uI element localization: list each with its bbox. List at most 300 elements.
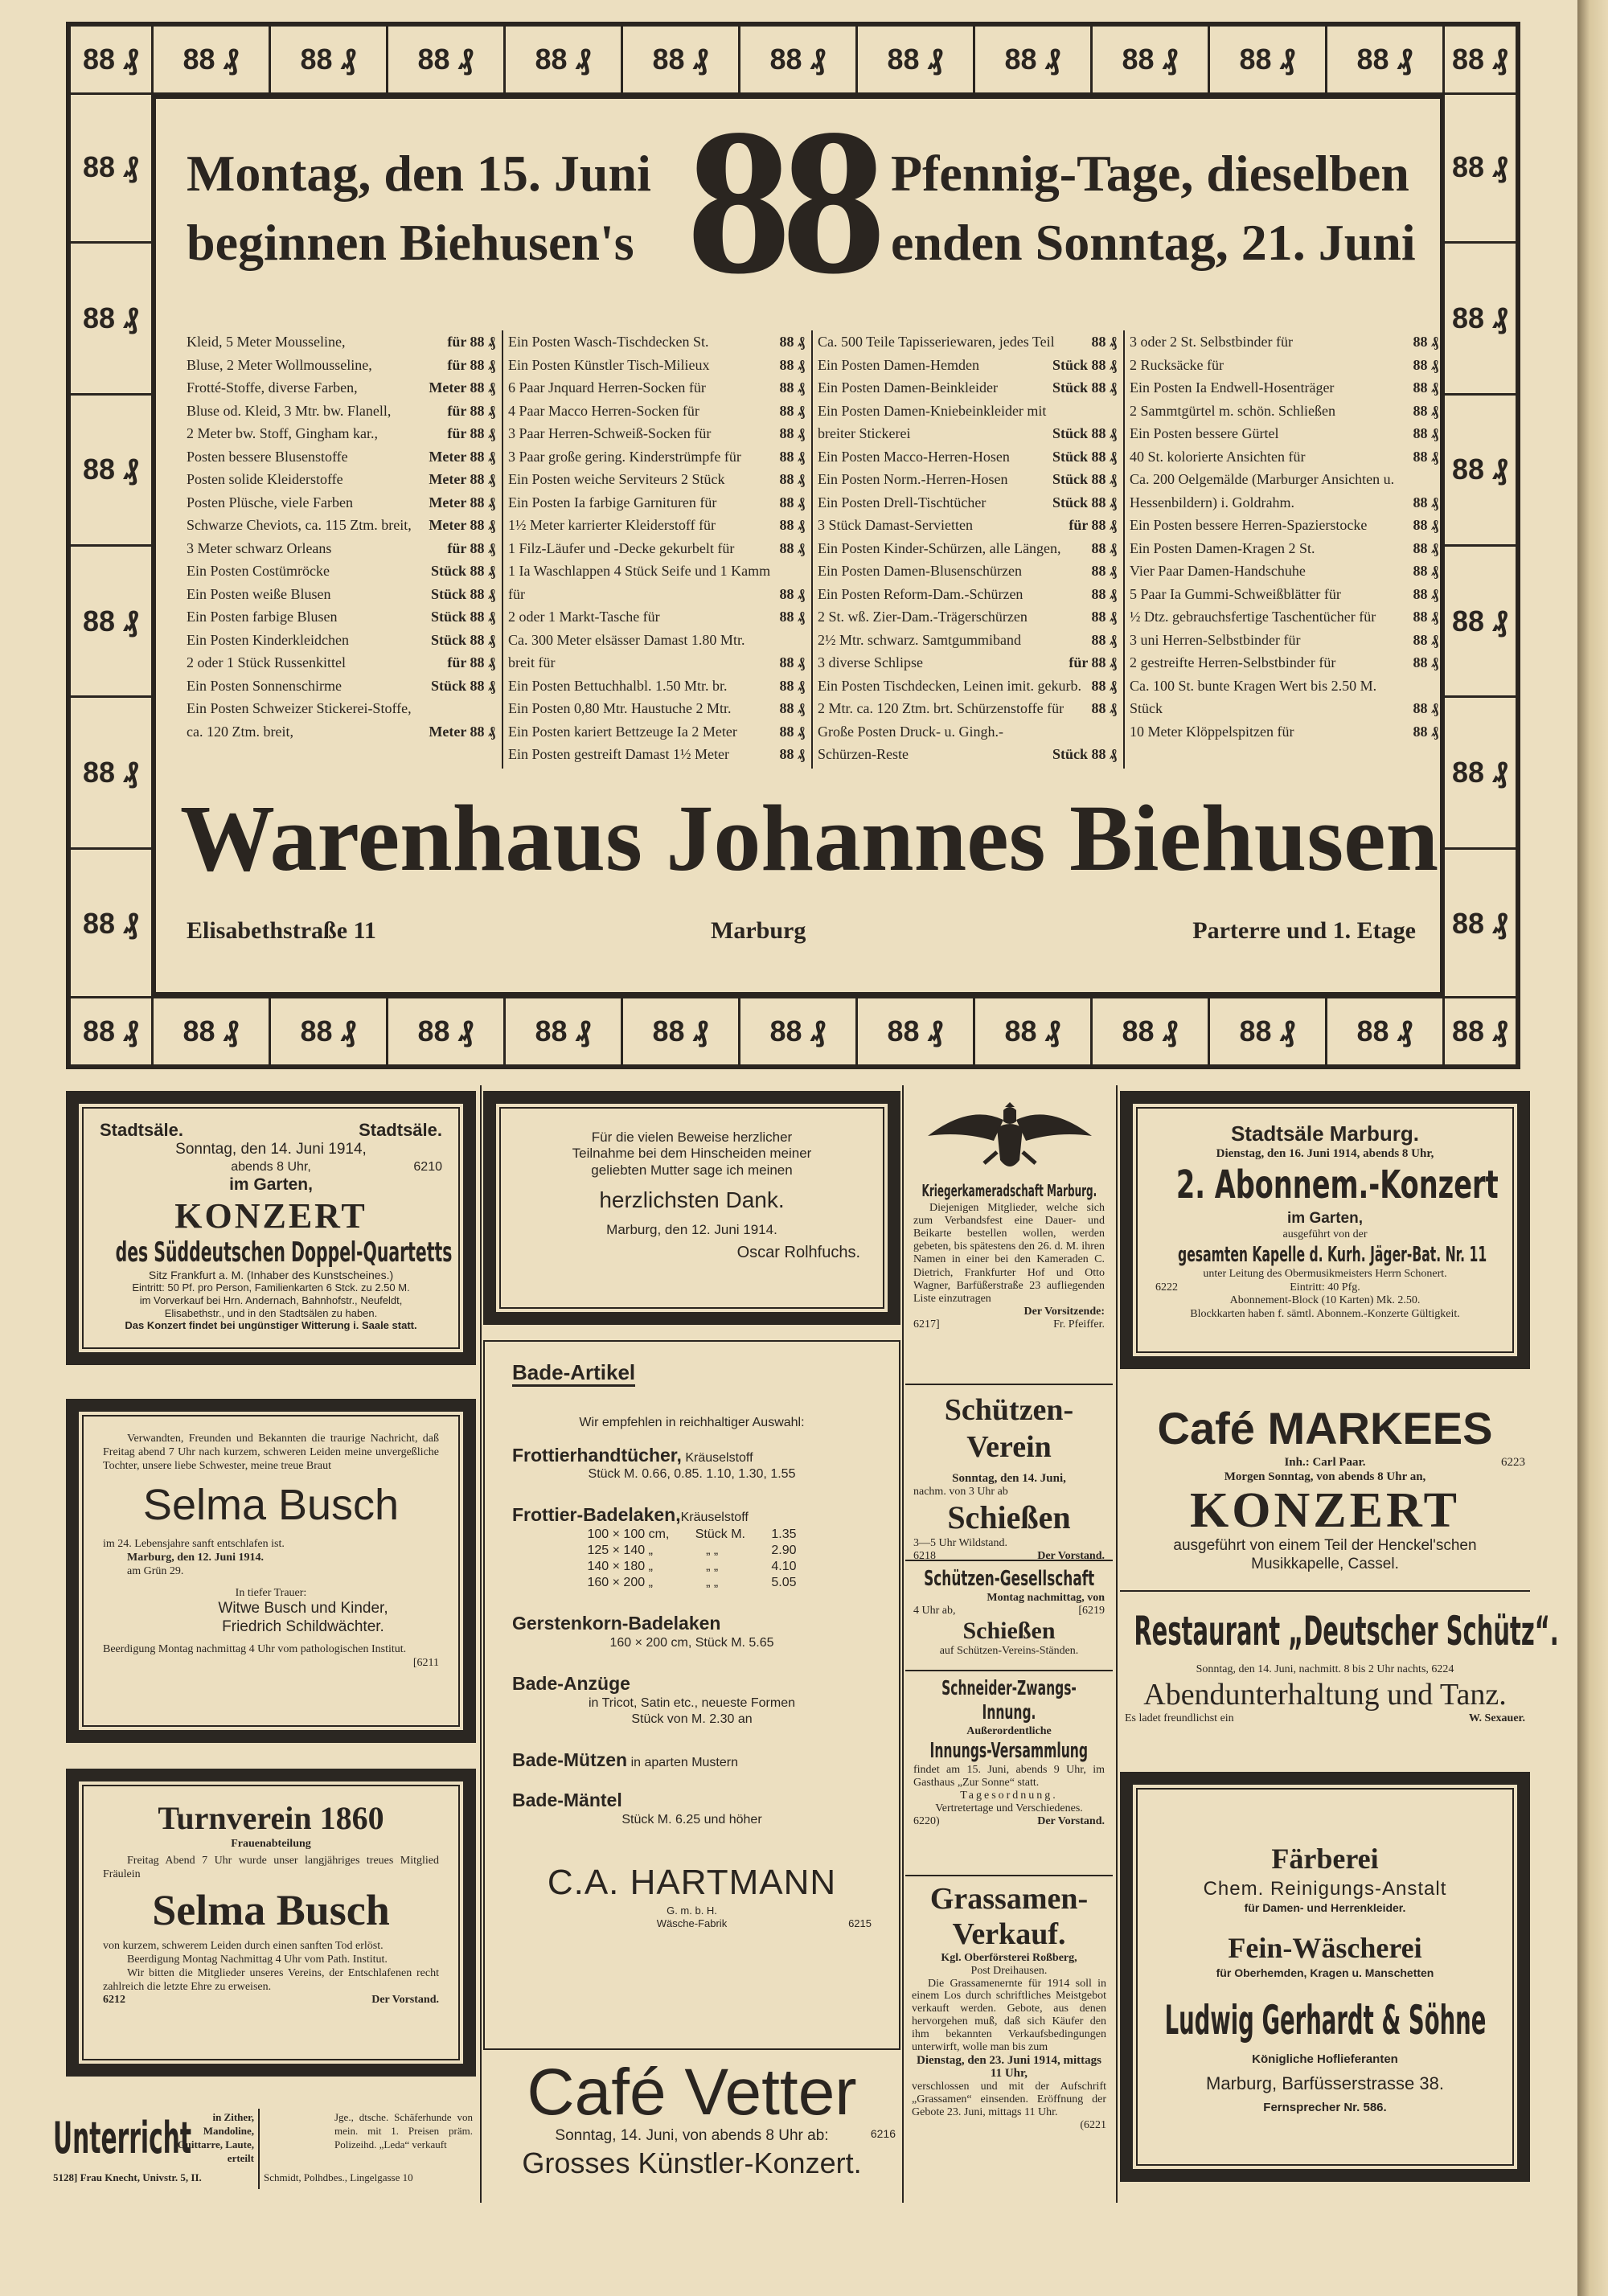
item-text: Ein Posten Macco-Herren-Hosen bbox=[818, 448, 1010, 465]
business-title: Färberei bbox=[1271, 1843, 1379, 1875]
item-text: Ein Posten Schweizer Stickerei-Stoffe, ca. 120 Ztm. breit, bbox=[187, 700, 412, 740]
item-price: 88 ₰ bbox=[1413, 585, 1438, 602]
border-88-label: 88 ₰ bbox=[1451, 1015, 1509, 1048]
item-text: Ein Posten Reform-Dam.-Schürzen bbox=[818, 585, 1023, 602]
venue-name: Stadtsäle Marburg. bbox=[1230, 1121, 1420, 1146]
headline-left-line: beginnen Biehusen's bbox=[187, 214, 634, 271]
list-item bbox=[1123, 720, 1445, 744]
item-text: Posten bessere Blusenstoffe bbox=[187, 448, 348, 465]
product-name: Frottierhandtücher, bbox=[512, 1444, 682, 1466]
size-cell: „ „ bbox=[706, 1560, 719, 1573]
list-item bbox=[180, 354, 502, 377]
ad-ref: 6224 bbox=[1431, 1663, 1454, 1675]
size-cell: 5.05 bbox=[771, 1576, 797, 1589]
notice-text: Diejenigen Mitglieder, welche sich zum Verbandsfest eine Dauer- und Beikarte bestellen wollen, werden gebeten, bis spätestens den 26. d. M. ihren Namen in einer bei den Kameraden C. Dietrich, Frankfurter Hof und Otto Wagner, Barfüßerstraße 23 aufliegenden Liste einzutragen bbox=[913, 1202, 1105, 1305]
item-price: 88 ₰ bbox=[779, 677, 805, 694]
list-item bbox=[502, 605, 811, 629]
ad-stadtsaele-marburg bbox=[1120, 1091, 1530, 1369]
org-name: Kriegerkameradschaft Marburg. bbox=[921, 1181, 1097, 1201]
signature-title: Der Vorsitzende: bbox=[1023, 1305, 1105, 1318]
sale-deadline: Dienstag, den 23. Juni 1914, mittags 11 Uhr, bbox=[916, 2053, 1102, 2081]
size-cell: 100 × 100 cm, bbox=[587, 1527, 670, 1541]
obituary-request: Wir bitten die Mitglieder unseres Vereins, der Entschlafenen recht zahlreich die letzte Ehre zu erweisen. bbox=[103, 1966, 439, 1993]
list-item bbox=[811, 354, 1123, 377]
product-material: Kräuselstoff bbox=[685, 1450, 753, 1465]
list-item bbox=[502, 720, 811, 744]
lesson-title: Unterricht bbox=[53, 2113, 192, 2163]
list-item bbox=[180, 537, 502, 560]
list-item bbox=[502, 560, 811, 605]
item-text: Ein Posten Damen-Beinkleider bbox=[818, 379, 998, 396]
performer-label: ausgeführt von der bbox=[1282, 1228, 1368, 1240]
item-price: 88 ₰ bbox=[779, 471, 805, 487]
size-cell: 140 × 180 „ bbox=[587, 1560, 653, 1573]
store-street: Elisabethstraße 11 bbox=[187, 917, 376, 944]
list-item bbox=[1123, 583, 1445, 606]
store-city: Marburg bbox=[711, 917, 806, 944]
border-88-label: 88 ₰ bbox=[71, 244, 151, 395]
lesson-instruments: in Zither, Mandoline, Guittarre, Laute, erteilt bbox=[177, 2111, 254, 2164]
ad-schuetzen-verein bbox=[905, 1384, 1113, 1563]
ad-ref: 6220) bbox=[913, 1815, 940, 1828]
ad-ref: 6212 bbox=[103, 1994, 125, 2007]
list-item bbox=[1123, 560, 1445, 583]
item-price: 88 ₰ bbox=[1091, 563, 1117, 579]
list-item bbox=[1123, 400, 1445, 423]
signature: Der Vorstand. bbox=[1037, 1815, 1105, 1828]
list-item bbox=[1123, 354, 1445, 377]
list-item bbox=[502, 468, 811, 491]
headline-right-line: Pfennig-Tage, dieselben bbox=[891, 145, 1409, 202]
deceased-name: Selma Busch bbox=[142, 1481, 400, 1530]
item-price: 88 ₰ bbox=[1413, 356, 1438, 373]
item-text: Ein Posten Wasch-Tischdecken St. bbox=[508, 334, 709, 350]
border-88-label: 88 ₰ bbox=[154, 998, 271, 1064]
item-text: Bluse od. Kleid, 3 Mtr. bw. Flanell, bbox=[187, 402, 392, 419]
item-price: 88 ₰ bbox=[1091, 609, 1117, 625]
mourning-label: In tiefer Trauer: bbox=[235, 1586, 307, 1599]
club-division: Frauenabteilung bbox=[231, 1838, 311, 1850]
item-list-2 bbox=[502, 330, 813, 769]
border-88-label: 88 ₰ bbox=[1093, 998, 1210, 1064]
column-divider bbox=[902, 1085, 904, 2203]
item-price: für 88 ₰ bbox=[447, 402, 495, 419]
item-text: Ca. 200 Oelgemälde (Marburger Ansichten u. Hessenbildern) i. Goldrahm. bbox=[1130, 471, 1395, 510]
border-88-label: 88 ₰ bbox=[1327, 998, 1445, 1064]
item-price: Stück 88 ₰ bbox=[1052, 746, 1117, 762]
item-price: 88 ₰ bbox=[1091, 677, 1117, 694]
event-place: auf Schützen-Vereins-Ständen. bbox=[939, 1645, 1079, 1658]
item-text: Ca. 500 Teile Tapisseriewaren, jedes Teil bbox=[818, 334, 1055, 350]
lesson-teacher: 5128] Frau Knecht, Univstr. 5, II. bbox=[53, 2171, 202, 2183]
item-price: 88 ₰ bbox=[1413, 379, 1438, 396]
size-cell: 2.90 bbox=[771, 1544, 797, 1557]
border-88-label: 88 ₰ bbox=[858, 27, 975, 92]
item-text: 2 Mtr. ca. 120 Ztm. brt. Schürzenstoffe für bbox=[818, 700, 1064, 716]
border-88-label: 88 ₰ bbox=[71, 547, 151, 698]
item-text: Ca. 300 Meter elsässer Damast 1.80 Mtr. breit für bbox=[508, 631, 745, 670]
event-title: KONZERT bbox=[1190, 1483, 1460, 1538]
border-88-label: 88 ₰ bbox=[1445, 244, 1516, 395]
border-88-label: 88 ₰ bbox=[506, 27, 623, 92]
item-text: 2 Rucksäcke für bbox=[1130, 356, 1224, 373]
size-cell: Stück M. bbox=[695, 1527, 745, 1541]
size-cell: „ „ bbox=[706, 1576, 719, 1589]
list-item bbox=[811, 605, 1123, 629]
item-price: Stück 88 ₰ bbox=[430, 563, 495, 579]
item-price: 88 ₰ bbox=[779, 379, 805, 396]
list-item bbox=[180, 445, 502, 469]
ad-ref: [6211 bbox=[412, 1656, 439, 1669]
item-price: 88 ₰ bbox=[1091, 631, 1117, 648]
event-time: Sonntag, 14. Juni, von abends 8 Uhr ab: bbox=[555, 2127, 829, 2144]
ad-ref: 6216 bbox=[870, 2127, 896, 2140]
item-price: 88 ₰ bbox=[779, 654, 805, 670]
list-item bbox=[1123, 376, 1445, 400]
list-item bbox=[1123, 605, 1445, 629]
item-text: Ein Posten Damen-Kniebeinkleider mit breiter Stickerei bbox=[818, 402, 1047, 441]
list-item bbox=[1123, 330, 1445, 354]
border-88-label: 88 ₰ bbox=[71, 27, 154, 92]
firm-phone: Fernsprecher Nr. 586. bbox=[1263, 2101, 1387, 2115]
performer: ausgeführt von einem Teil der Henckel'schen bbox=[1173, 1537, 1477, 1554]
event-title: Innungs-Versammlung bbox=[929, 1739, 1089, 1764]
border-88-label: 88 ₰ bbox=[740, 27, 858, 92]
ad-unterricht bbox=[53, 2109, 479, 2189]
ad-ref: 6223 bbox=[1501, 1456, 1525, 1469]
product-prices: Stück M. 0.66, 0.85. 1.10, 1.30, 1.55 bbox=[588, 1467, 796, 1482]
item-text: 3 Stück Damast-Servietten bbox=[818, 517, 973, 533]
item-price: für 88 ₰ bbox=[447, 425, 495, 441]
list-item bbox=[502, 330, 811, 354]
event-detail: findet am 15. Juni, abends 9 Uhr, im Gasthaus „Zur Sonne“ statt. bbox=[913, 1764, 1105, 1790]
list-item bbox=[811, 583, 1123, 606]
event-title: Schießen bbox=[947, 1499, 1071, 1536]
firm-type: Wäsche-Fabrik bbox=[656, 1917, 728, 1930]
event-time: Morgen Sonntag, von abends 8 Uhr an, bbox=[1224, 1470, 1426, 1483]
item-text: 10 Meter Klöppelspitzen für bbox=[1130, 723, 1294, 740]
item-text: 3 oder 2 St. Selbstbinder für bbox=[1130, 334, 1293, 350]
border-88-label: 88 ₰ bbox=[1327, 27, 1445, 92]
club-name: Turnverein 1860 bbox=[158, 1800, 384, 1836]
mourners: Witwe Busch und Kinder, bbox=[218, 1600, 388, 1617]
store-floor: Parterre und 1. Etage bbox=[1192, 917, 1416, 944]
item-price: 88 ₰ bbox=[1413, 425, 1438, 441]
event-place: im Garten, bbox=[229, 1175, 313, 1195]
item-text: 3 Paar große gering. Kinderstrümpfe für bbox=[508, 448, 741, 465]
list-item bbox=[502, 537, 811, 560]
headline-left bbox=[187, 139, 651, 277]
item-price: 88 ₰ bbox=[1413, 609, 1438, 625]
thanks-text: geliebten Mutter sage ich meinen bbox=[591, 1162, 793, 1178]
event-title: 2. Abonnem.-Konzert bbox=[1175, 1162, 1499, 1208]
list-item bbox=[180, 697, 502, 743]
border-88-label: 88 ₰ bbox=[82, 907, 140, 941]
item-text: Ein Posten Ia Endwell-Hosenträger bbox=[1130, 379, 1335, 396]
ad-ref: 6215 bbox=[848, 1917, 872, 1930]
item-price: 88 ₰ bbox=[1413, 517, 1438, 533]
list-item bbox=[811, 697, 1123, 720]
item-price: Meter 88 ₰ bbox=[429, 723, 495, 740]
list-item bbox=[180, 583, 502, 606]
item-text: Ein Posten Bettuchhalbl. 1.50 Mtr. br. bbox=[508, 677, 728, 694]
invitation: Es ladet freundlichst ein bbox=[1125, 1712, 1234, 1724]
list-item bbox=[502, 354, 811, 377]
headline-right-line: enden Sonntag, 21. Juni bbox=[891, 214, 1416, 271]
ad-ref: 6218 bbox=[913, 1550, 936, 1563]
event-date: Montag nachmittag, von bbox=[987, 1592, 1105, 1604]
item-text: Ein Posten bessere Herren-Spazierstocke bbox=[1130, 517, 1368, 533]
border-left-column bbox=[71, 92, 151, 998]
item-text: Schwarze Cheviots, ca. 115 Ztm. breit, bbox=[187, 517, 412, 533]
subscription-price: Abonnement-Block (10 Karten) Mk. 2.50. bbox=[1229, 1294, 1421, 1307]
item-price: Stück 88 ₰ bbox=[1052, 448, 1117, 465]
event-detail: 3—5 Uhr Wildstand. bbox=[913, 1537, 1008, 1550]
list-item bbox=[811, 537, 1123, 560]
size-row bbox=[588, 1575, 797, 1591]
obituary-intro: Freitag Abend 7 Uhr wurde unser langjähriges treues Mitglied Fräulein bbox=[103, 1854, 439, 1880]
item-price: 88 ₰ bbox=[779, 334, 805, 350]
border-88-label: 88 ₰ bbox=[388, 27, 506, 92]
cafe-name: Café Vetter bbox=[527, 2056, 857, 2129]
item-list-4 bbox=[1123, 330, 1445, 769]
item-text: 4 Paar Macco Herren-Socken für bbox=[508, 402, 699, 419]
list-item bbox=[180, 422, 502, 445]
agenda-items: Vertretertage und Verschiedenes. bbox=[935, 1802, 1083, 1815]
border-88-label: 88 ₰ bbox=[1093, 27, 1210, 92]
obituary-place: Marburg, den 12. Juni 1914. bbox=[127, 1551, 264, 1564]
item-price: 88 ₰ bbox=[779, 539, 805, 556]
list-item bbox=[811, 720, 1123, 766]
list-item bbox=[502, 400, 811, 423]
item-price: Meter 88 ₰ bbox=[429, 494, 495, 510]
item-text: 1½ Meter karrierter Kleiderstoff für bbox=[508, 517, 716, 533]
store-name: Warenhaus Johannes Biehusen bbox=[180, 785, 1439, 891]
border-88-label: 88 ₰ bbox=[1210, 998, 1327, 1064]
item-text: Ein Posten kariert Bettzeuge Ia 2 Meter bbox=[508, 723, 737, 740]
burial-info: Beerdigung Montag Nachmittag 4 Uhr vom Path. Institut. bbox=[127, 1953, 388, 1966]
item-text: Kleid, 5 Meter Mousseline, bbox=[187, 334, 346, 350]
border-top-row bbox=[71, 27, 1516, 95]
item-price: Meter 88 ₰ bbox=[429, 448, 495, 465]
border-88-label: 88 ₰ bbox=[71, 396, 151, 547]
event-date: Sonntag, den 14. Juni 1914, bbox=[175, 1141, 367, 1158]
performer-name: gesamten Kapelle d. Kurh. Jäger-Bat. Nr. 11 bbox=[1178, 1242, 1487, 1267]
ad-ref: (6221 bbox=[1080, 2118, 1106, 2131]
size-cell: 160 × 200 „ bbox=[587, 1576, 653, 1589]
list-item bbox=[502, 697, 811, 720]
event-seat: Sitz Frankfurt a. M. (Inhaber des Kunstscheines.) bbox=[148, 1268, 394, 1281]
item-text: Ein Posten Damen-Kragen 2 St. bbox=[1130, 539, 1315, 556]
product-name: Frottier-Badelaken, bbox=[512, 1504, 681, 1526]
item-price: Stück 88 ₰ bbox=[430, 631, 495, 648]
ticket-info: Elisabethstr., und in den Stadtsälen zu haben. bbox=[164, 1306, 378, 1319]
product-name: Gerstenkorn-Badelaken bbox=[512, 1613, 721, 1634]
item-price: 88 ₰ bbox=[1413, 448, 1438, 465]
list-item bbox=[1123, 445, 1445, 469]
list-item bbox=[180, 468, 502, 491]
ad-dank bbox=[483, 1091, 900, 1325]
office-post: Post Dreihausen. bbox=[970, 1964, 1048, 1977]
list-item bbox=[811, 560, 1123, 583]
item-price: 88 ₰ bbox=[779, 448, 805, 465]
list-item bbox=[811, 445, 1123, 469]
item-price: 88 ₰ bbox=[1413, 654, 1438, 670]
product-material: Kräuselstoff bbox=[680, 1511, 749, 1525]
obituary-text: im 24. Lebensjahre sanft entschlafen ist. bbox=[103, 1538, 285, 1551]
border-88-label: 88 ₰ bbox=[271, 998, 388, 1064]
border-88-label: 88 ₰ bbox=[623, 998, 740, 1064]
item-price: Stück 88 ₰ bbox=[1052, 356, 1117, 373]
item-list-3 bbox=[811, 330, 1125, 769]
list-item bbox=[1123, 537, 1445, 560]
firm-legal: G. m. b. H. bbox=[667, 1904, 717, 1917]
item-price: Stück 88 ₰ bbox=[430, 585, 495, 602]
border-88-label: 88 ₰ bbox=[71, 698, 151, 849]
obituary-address: am Grün 29. bbox=[127, 1564, 184, 1577]
ad-obituary-selma-busch bbox=[66, 1399, 476, 1743]
section-title: Bade-Artikel bbox=[512, 1360, 635, 1387]
border-88-label: 88 ₰ bbox=[154, 27, 271, 92]
business-detail: für Damen- und Herrenkleider. bbox=[1244, 1901, 1406, 1914]
list-item bbox=[180, 605, 502, 629]
item-price: für 88 ₰ bbox=[1069, 654, 1117, 670]
sale-text: verschlossen und mit der Aufschrift „Grassamen“ einsenden. Eröffnung der Gebote 23. Juni, mittags 11 Uhr. bbox=[912, 2081, 1106, 2118]
item-text: Ein Posten farbige Blusen bbox=[187, 609, 338, 625]
entry-price: Eintritt: 40 Pfg. bbox=[1290, 1281, 1360, 1294]
item-price: für 88 ₰ bbox=[447, 539, 495, 556]
item-text: Ein Posten Damen-Hemden bbox=[818, 356, 979, 373]
item-text: Ca. 100 St. bunte Kragen Wert bis 2.50 M. Stück bbox=[1130, 677, 1377, 716]
signature: Der Vorstand. bbox=[1037, 1550, 1105, 1563]
event-time: nachm. von 3 Uhr ab bbox=[913, 1486, 1008, 1499]
item-price: 88 ₰ bbox=[1413, 723, 1438, 740]
item-text: Frotté-Stoffe, diverse Farben, bbox=[187, 379, 358, 396]
border-right-column bbox=[1445, 92, 1516, 998]
weather-note: Das Konzert findet bei ungünstiger Witterung i. Saale statt. bbox=[125, 1319, 417, 1332]
list-item bbox=[502, 629, 811, 674]
border-88-label: 88 ₰ bbox=[271, 27, 388, 92]
column-divider bbox=[1116, 1085, 1118, 2203]
event-place: im Garten, bbox=[1287, 1210, 1363, 1228]
item-text: Ein Posten weiche Serviteurs 2 Stück bbox=[508, 471, 725, 487]
item-price: Stück 88 ₰ bbox=[1052, 471, 1117, 487]
size-row bbox=[588, 1527, 797, 1543]
event-type: Außerordentliche bbox=[966, 1725, 1052, 1737]
event-time: 4 Uhr ab, bbox=[913, 1605, 956, 1617]
event-title: Schießen bbox=[962, 1617, 1056, 1645]
item-price: 88 ₰ bbox=[1413, 563, 1438, 579]
performer: Musikkapelle, Cassel. bbox=[1251, 1555, 1399, 1572]
list-item bbox=[811, 514, 1123, 537]
signature: Der Vorstand. bbox=[371, 1994, 439, 2007]
item-price: 88 ₰ bbox=[1413, 494, 1438, 510]
list-item bbox=[502, 445, 811, 469]
item-price: 88 ₰ bbox=[1091, 700, 1117, 716]
owner: Inh.: Carl Paar. bbox=[1284, 1456, 1366, 1469]
signature-name: Fr. Pfeiffer. bbox=[1053, 1318, 1105, 1330]
item-price: 88 ₰ bbox=[779, 723, 805, 740]
item-text: Ein Posten Damen-Blusenschürzen bbox=[818, 563, 1022, 579]
list-item bbox=[811, 651, 1123, 674]
headline-right bbox=[891, 139, 1416, 277]
item-price: 88 ₰ bbox=[779, 402, 805, 419]
list-item bbox=[180, 491, 502, 515]
item-text: 3 diverse Schlipse bbox=[818, 654, 923, 670]
border-88-label: 88 ₰ bbox=[388, 998, 506, 1064]
product-desc: in aparten Mustern bbox=[630, 1755, 738, 1769]
event-subtitle: des Süddeutschen Doppel-Quartetts bbox=[115, 1236, 453, 1269]
list-item bbox=[502, 674, 811, 698]
list-item bbox=[1123, 674, 1445, 720]
item-price: 88 ₰ bbox=[1413, 402, 1438, 419]
item-price: 88 ₰ bbox=[779, 494, 805, 510]
list-item bbox=[811, 376, 1123, 400]
border-88-label: 88 ₰ bbox=[740, 998, 858, 1064]
ad-schuetzen-gesellschaft bbox=[905, 1560, 1113, 1670]
item-price: 88 ₰ bbox=[779, 517, 805, 533]
product-name: Bade-Anzüge bbox=[512, 1672, 630, 1694]
item-price: 88 ₰ bbox=[1413, 539, 1438, 556]
item-price: für 88 ₰ bbox=[447, 654, 495, 670]
venue-right: Stadtsäle. bbox=[359, 1120, 442, 1140]
ad-restaurant-deutscher-schuetz bbox=[1120, 1596, 1559, 1750]
firm-name: Ludwig Gerhardt & Söhne bbox=[1164, 1997, 1486, 2044]
border-88-label: 88 ₰ bbox=[1451, 907, 1509, 941]
office-name: Kgl. Oberförsterei Roßberg, bbox=[941, 1952, 1077, 1964]
ad-ref: [6219 bbox=[1078, 1605, 1105, 1617]
item-text: Ein Posten Künstler Tisch-Milieux bbox=[508, 356, 710, 373]
item-price: 88 ₰ bbox=[1413, 700, 1438, 716]
item-price: Stück 88 ₰ bbox=[430, 609, 495, 625]
ad-ref: 6222 bbox=[1155, 1281, 1178, 1294]
item-text: Ein Posten Sonnenschirme bbox=[187, 677, 342, 694]
ad-ref: 6210 bbox=[413, 1160, 442, 1175]
product-price: Stück M. 6.25 und höher bbox=[621, 1813, 762, 1827]
list-item bbox=[502, 376, 811, 400]
item-price: Meter 88 ₰ bbox=[429, 471, 495, 487]
item-text: 2 oder 1 Stück Russenkittel bbox=[187, 654, 346, 670]
item-text: 1 Filz-Läufer und -Decke gekurbelt für bbox=[508, 539, 735, 556]
divider bbox=[258, 2109, 260, 2189]
item-price: 88 ₰ bbox=[1413, 631, 1438, 648]
item-text: Ein Posten Ia farbige Garnituren für bbox=[508, 494, 717, 510]
item-text: Bluse, 2 Meter Wollmousseline, bbox=[187, 356, 372, 373]
border-88-label: 88 ₰ bbox=[858, 998, 975, 1064]
ad-schneider-innung bbox=[905, 1670, 1113, 1875]
deceased-name: Selma Busch bbox=[152, 1886, 390, 1935]
ad-body bbox=[151, 86, 1445, 998]
item-price: 88 ₰ bbox=[1091, 585, 1117, 602]
size-cell: 125 × 140 „ bbox=[587, 1544, 653, 1557]
club-name: Schützen-Verein bbox=[944, 1393, 1074, 1464]
dog-seller: Schmidt, Polhdbes., Lingelgasse 10 bbox=[264, 2171, 413, 2183]
agenda-label: Tagesordnung. bbox=[960, 1790, 1058, 1802]
list-item bbox=[811, 491, 1123, 515]
size-cell: 1.35 bbox=[771, 1527, 797, 1541]
biehusen-advertisement bbox=[66, 22, 1520, 1069]
border-88-label: 88 ₰ bbox=[1210, 27, 1327, 92]
item-price: für 88 ₰ bbox=[447, 356, 495, 373]
item-text: Ein Posten Costümröcke bbox=[187, 563, 330, 579]
border-88-label: 88 ₰ bbox=[975, 998, 1093, 1064]
list-item bbox=[180, 330, 502, 354]
ad-kriegerkameradschaft bbox=[905, 1091, 1113, 1384]
event-title: KONZERT bbox=[174, 1195, 367, 1236]
item-text: 40 St. kolorierte Ansichten für bbox=[1130, 448, 1306, 465]
border-88-label: 88 ₰ bbox=[71, 92, 151, 244]
thanks-date: Marburg, den 12. Juni 1914. bbox=[606, 1221, 777, 1237]
